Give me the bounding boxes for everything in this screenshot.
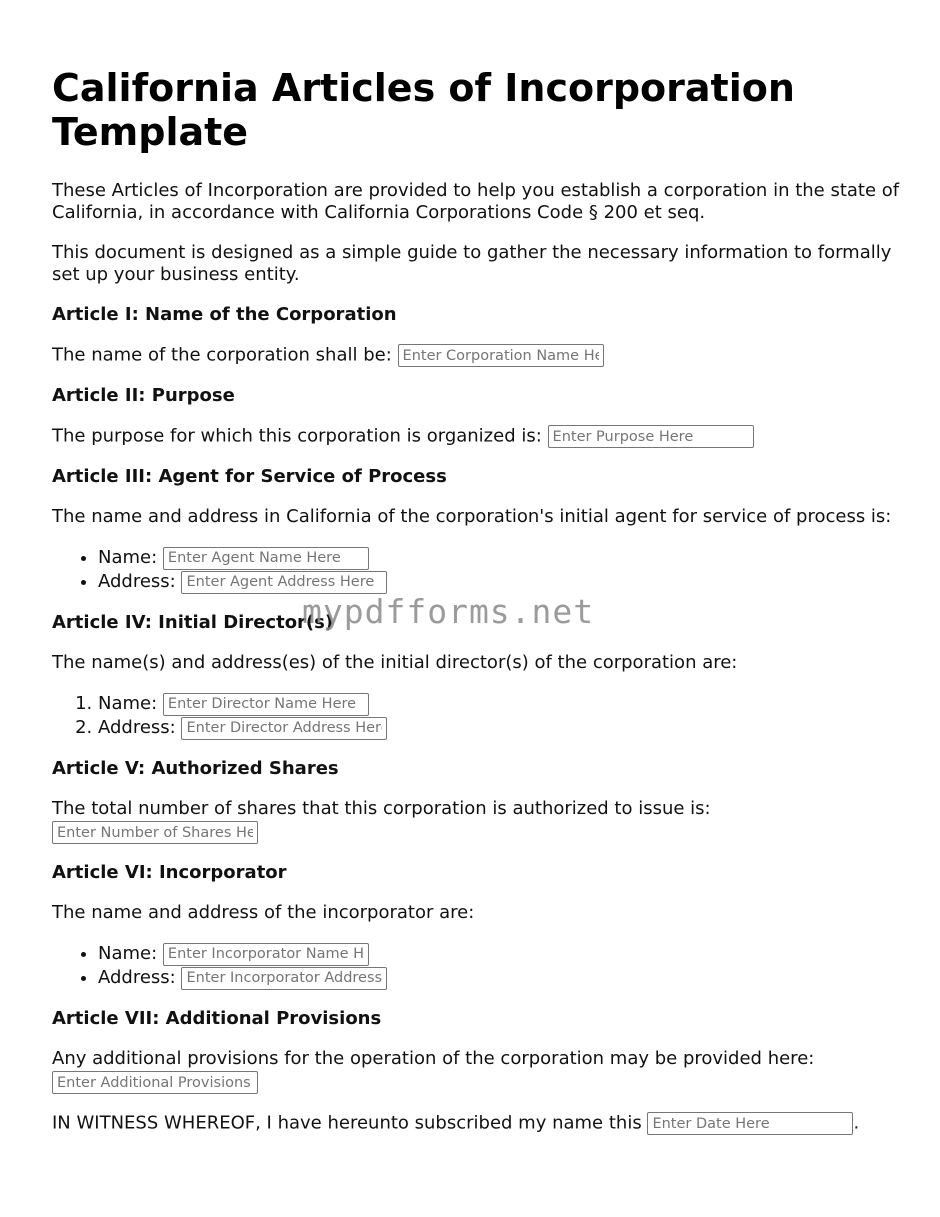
- agent-address-label: Address:: [98, 571, 176, 592]
- director-address-label: Address:: [98, 717, 176, 738]
- list-item: [98, 966, 902, 990]
- article-2-label: The purpose for which this corporation is organized is:: [52, 425, 542, 447]
- agent-list: [52, 546, 902, 594]
- article-1-text: [52, 344, 902, 367]
- list-item: [98, 570, 902, 594]
- article-4-heading: Article IV: Initial Director(s): [52, 612, 334, 633]
- intro-paragraph-2: This document is designed as a simple guide to gather the necessary information to formally set up your business entity.: [52, 242, 892, 285]
- article-6-text: The name and address of the incorporator are:: [52, 902, 475, 923]
- intro-paragraph-1: These Articles of Incorporation are provided to help you establish a corporation in the state of California, in accordance with California Corporations Code § 200 et seq.: [52, 180, 900, 223]
- agent-address-input[interactable]: [181, 571, 387, 594]
- list-item: [98, 942, 902, 966]
- date-input[interactable]: [647, 1112, 853, 1135]
- document: [52, 66, 902, 1153]
- witness-text: IN WITNESS WHEREOF, I have hereunto subscribed my name this: [52, 1112, 642, 1134]
- shares-input[interactable]: [52, 821, 258, 844]
- list-item: [98, 716, 902, 740]
- director-list: [52, 692, 902, 740]
- director-name-label: Name:: [98, 693, 158, 714]
- witness-period: .: [853, 1112, 860, 1134]
- article-3-heading: Article III: Agent for Service of Process: [52, 466, 447, 487]
- page-title: California Articles of Incorporation Template: [52, 66, 795, 154]
- list-item: [98, 692, 902, 716]
- article-1-heading: Article I: Name of the Corporation: [52, 304, 397, 325]
- director-address-input[interactable]: [181, 717, 387, 740]
- witness-statement: [52, 1112, 902, 1135]
- incorporator-list: [52, 942, 902, 990]
- incorporator-address-input[interactable]: [181, 967, 387, 990]
- corporation-name-input[interactable]: [398, 344, 604, 367]
- incorporator-address-label: Address:: [98, 967, 176, 988]
- watermark: mypdfforms.net: [302, 592, 595, 631]
- article-4-text: The name(s) and address(es) of the initial director(s) of the corporation are:: [52, 652, 738, 673]
- purpose-input[interactable]: [548, 425, 754, 448]
- article-3-text: The name and address in California of the corporation's initial agent for service of process is:: [52, 506, 892, 527]
- article-6-heading: Article VI: Incorporator: [52, 862, 287, 883]
- article-1-label: The name of the corporation shall be:: [52, 344, 392, 366]
- incorporator-name-input[interactable]: [163, 943, 369, 966]
- article-2-heading: Article II: Purpose: [52, 385, 235, 406]
- article-5-heading: Article V: Authorized Shares: [52, 758, 339, 779]
- incorporator-name-label: Name:: [98, 943, 158, 964]
- additional-provisions-input[interactable]: [52, 1071, 258, 1094]
- agent-name-input[interactable]: [163, 547, 369, 570]
- article-5-text: [52, 798, 902, 844]
- article-2-text: [52, 425, 902, 448]
- article-7-text: [52, 1048, 902, 1094]
- list-item: [98, 546, 902, 570]
- article-7-heading: Article VII: Additional Provisions: [52, 1008, 382, 1029]
- agent-name-label: Name:: [98, 547, 158, 568]
- article-7-label: Any additional provisions for the operation of the corporation may be provided here:: [52, 1048, 815, 1069]
- director-name-input[interactable]: [163, 693, 369, 716]
- article-5-label: The total number of shares that this corporation is authorized to issue is:: [52, 798, 711, 819]
